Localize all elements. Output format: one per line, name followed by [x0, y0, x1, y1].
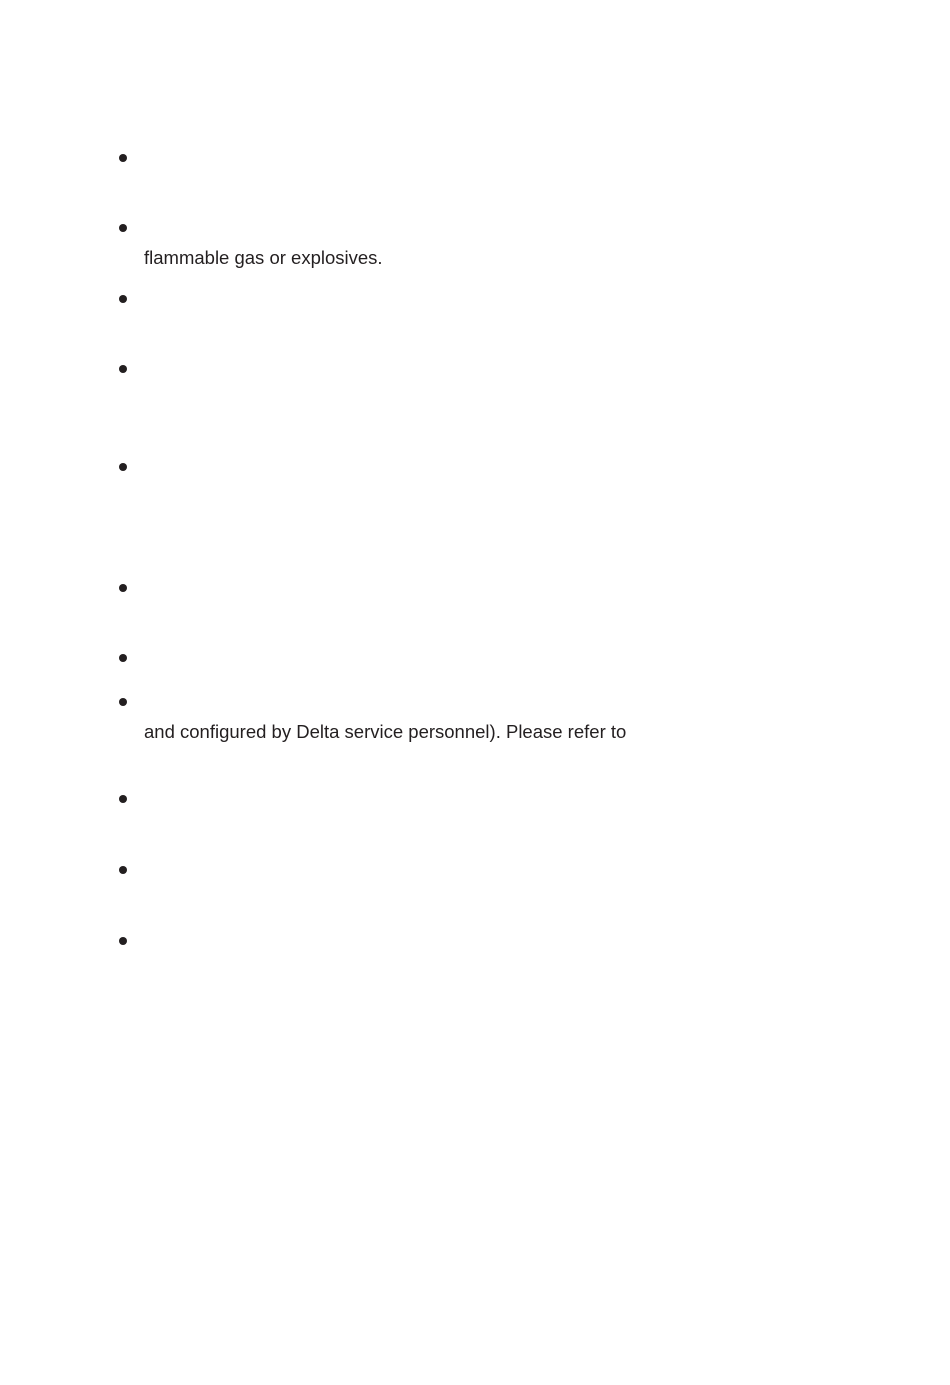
bullet-icon [119, 795, 127, 803]
bullet-icon [119, 365, 127, 373]
bullet-icon [119, 937, 127, 945]
bullet-icon [119, 866, 127, 874]
bullet-icon [119, 154, 127, 162]
bullet-icon [119, 654, 127, 662]
bullet-icon [119, 224, 127, 232]
bullet-icon [119, 584, 127, 592]
bullet-icon [119, 295, 127, 303]
bullet-icon [119, 698, 127, 706]
list-item-text: and configured by Delta service personnel). Please refer to [144, 721, 627, 742]
bullet-icon [119, 463, 127, 471]
list-item-text: flammable gas or explosives. [144, 247, 383, 268]
